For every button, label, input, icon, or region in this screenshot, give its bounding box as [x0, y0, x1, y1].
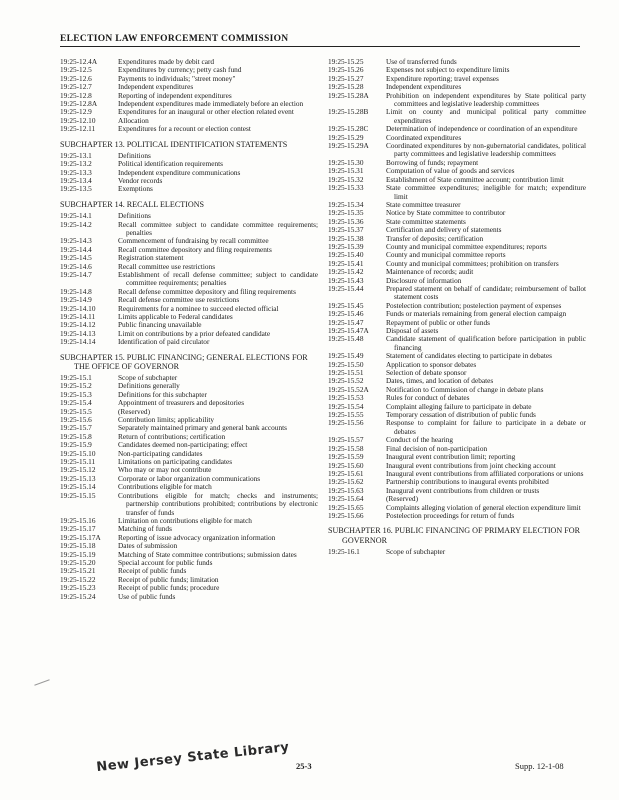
- section-title: Return of contributions; certification: [118, 431, 226, 441]
- section-title: Expenditures by currency; petty cash fund: [118, 65, 242, 75]
- toc-entry: [328, 142, 586, 159]
- section-title: Candidate statement of qualification before participation in public financing: [386, 334, 586, 352]
- section-title: Expenditure reporting; travel expenses: [386, 73, 499, 83]
- section-title: Postelection proceedings for return of funds: [386, 510, 515, 520]
- section-number: 19:25-15.6: [60, 415, 92, 425]
- left-column: [60, 58, 318, 601]
- section-title: Non-participating candidates: [118, 448, 203, 458]
- section-title: Receipt of public funds; procedure: [118, 583, 220, 593]
- section-number: 19:25-15.26: [328, 65, 364, 75]
- section-number: 19:25-15.49: [328, 351, 364, 361]
- toc-entry: [60, 338, 318, 346]
- section-title: Contributions eligible for match: [118, 482, 212, 492]
- section-number: 19:25-15.5: [60, 406, 92, 416]
- subchapter-heading: SUBCHAPTER 14. RECALL ELECTIONS: [60, 199, 205, 209]
- section-number: 19:25-15.28A: [328, 90, 369, 100]
- section-number: 19:25-15.55: [328, 410, 364, 420]
- section-number: 19:25-15.65: [328, 502, 364, 512]
- section-number: 19:25-13.5: [60, 184, 92, 194]
- section-number: 19:25-15.28: [328, 82, 364, 92]
- section-title: Temporary cessation of distribution of public funds: [386, 410, 536, 420]
- section-number: 19:25-14.9: [60, 295, 92, 305]
- section-title: Vendor records: [118, 176, 163, 186]
- section-title: (Reserved): [118, 406, 151, 416]
- section-number: 19:25-15.8: [60, 431, 92, 441]
- section-title: Matching of funds: [118, 524, 172, 534]
- section-title: Scope of subchapter: [118, 373, 178, 382]
- toc-entry: [60, 517, 318, 525]
- section-number: 19:25-14.4: [60, 244, 92, 254]
- section-number: 19:25-15.29A: [328, 141, 369, 151]
- section-title: Application to sponsor debates: [386, 359, 477, 369]
- section-number: 19:25-15.59: [328, 452, 364, 462]
- section-number: 19:25-15.17: [60, 524, 96, 534]
- toc-entry: [60, 185, 318, 193]
- section-number: 19:25-15.31: [328, 166, 364, 176]
- section-number: 19:25-15.16: [60, 515, 96, 525]
- section-number: 19:25-15.15: [60, 490, 96, 500]
- section-number: 19:25-13.4: [60, 176, 92, 186]
- section-title: Corporate or labor organization communications: [118, 473, 261, 483]
- section-number: 19:25-15.48: [328, 334, 364, 344]
- section-title: Establishment of State committee account; contribution limit: [386, 174, 564, 184]
- section-number: 19:25-15.13: [60, 473, 96, 483]
- section-number: 19:25-15.21: [60, 566, 96, 576]
- section-title: Definitions: [118, 150, 151, 160]
- toc-entry: [328, 419, 586, 436]
- section-title: Recall defense committee depository and filing requirements: [118, 286, 296, 296]
- section-title: (Reserved): [386, 494, 419, 504]
- section-number: 19:25-15.62: [328, 477, 364, 487]
- section-number: 19:25-15.66: [328, 510, 364, 520]
- section-number: 19:25-15.54: [328, 401, 364, 411]
- section-number: 19:25-15.27: [328, 73, 364, 83]
- section-title: Inaugural event contribution limit; reporting: [386, 452, 516, 462]
- section-title: Funds or materials remaining from general election campaign: [386, 309, 567, 319]
- section-number: 19:25-16.1: [328, 546, 360, 556]
- section-number: 19:25-12.8: [60, 90, 92, 100]
- section-title: Statement of candidates electing to participate in debates: [386, 351, 552, 361]
- section-title: Appointment of treasurers and depositories: [118, 398, 245, 408]
- section-number: 19:25-15.19: [60, 549, 96, 559]
- section-number: 19:25-15.22: [60, 574, 96, 584]
- toc-entry: [60, 593, 318, 601]
- section-number: 19:25-15.3: [60, 389, 92, 399]
- section-number: 19:25-15.2: [60, 381, 92, 391]
- section-number: 19:25-15.61: [328, 468, 364, 478]
- section-title: Receipt of public funds; limitation: [118, 574, 219, 584]
- section-title: Reporting of issue advocacy organization information: [118, 532, 276, 542]
- section-title: Notification to Commission of change in debate plans: [386, 384, 544, 394]
- section-title: Repayment of public or other funds: [386, 317, 490, 327]
- section-number: 19:25-13.1: [60, 150, 92, 160]
- section-title: Use of public funds: [118, 591, 176, 601]
- section-number: 19:25-15.23: [60, 583, 96, 593]
- toc-entry: [60, 108, 318, 116]
- subchapter-heading: SUBCHAPTER 13. POLITICAL IDENTIFICATION STATEMENTS: [60, 139, 288, 149]
- section-title: Complaints alleging violation of general election expenditure limit: [386, 502, 581, 512]
- toc-entry: [60, 169, 318, 177]
- section-number: 19:25-15.7: [60, 423, 92, 433]
- section-number: 19:25-15.35: [328, 208, 364, 218]
- section-title: Political identification requirements: [118, 159, 223, 169]
- section-number: 19:25-14.1: [60, 211, 92, 221]
- section-number: 19:25-14.6: [60, 261, 92, 271]
- section-number: 19:25-13.3: [60, 167, 92, 177]
- toc-entry: [60, 374, 318, 382]
- section-number: 19:25-15.44: [328, 283, 364, 293]
- section-title: Scope of subchapter: [386, 546, 446, 556]
- section-title: Certification and delivery of statements: [386, 225, 502, 235]
- section-number: 19:25-14.8: [60, 286, 92, 296]
- section-number: 19:25-15.32: [328, 174, 364, 184]
- section-title: County and municipal committee expenditures; reports: [386, 241, 547, 251]
- page-title: ELECTION LAW ENFORCEMENT COMMISSION: [60, 34, 580, 47]
- toc-entry: [328, 92, 586, 109]
- section-number: 19:25-15.50: [328, 359, 364, 369]
- toc-entry: [60, 177, 318, 185]
- toc-entry: [328, 108, 586, 125]
- section-title: Recall committee use restrictions: [118, 261, 216, 271]
- section-number: 19:25-12.10: [60, 115, 96, 125]
- section-title: Independent expenditure communications: [118, 167, 241, 177]
- library-stamp: New Jersey State Library: [95, 739, 291, 776]
- section-number: 19:25-15.63: [328, 485, 364, 495]
- section-number: 19:25-15.57: [328, 435, 364, 445]
- section-title: Expenditures made by debit card: [118, 57, 215, 66]
- toc-entry: [328, 548, 586, 556]
- section-title: Prohibition on independent expenditures by State political party committees and legislative leadership committees: [386, 90, 586, 109]
- section-title: Determination of independence or coordination of an expenditure: [386, 124, 578, 134]
- section-number: 19:25-12.7: [60, 82, 92, 92]
- section-number: 19:25-14.14: [60, 337, 96, 347]
- section-title: Borrowing of funds; repayment: [386, 157, 479, 167]
- section-title: Public financing unavailable: [118, 320, 202, 330]
- section-title: Complaint alleging failure to participate in debate: [386, 401, 532, 411]
- section-number: 19:25-15.46: [328, 309, 364, 319]
- section-title: Allocation: [118, 115, 149, 125]
- section-title: Limits applicable to Federal candidates: [118, 311, 233, 321]
- toc-entry: [328, 335, 586, 352]
- section-title: Limitation on contributions eligible for match: [118, 515, 252, 525]
- section-number: 19:25-15.29: [328, 132, 364, 142]
- toc-entry: [60, 246, 318, 254]
- section-number: 19:25-15.36: [328, 216, 364, 226]
- section-title: Receipt of public funds: [118, 566, 187, 576]
- section-number: 19:25-15.41: [328, 258, 364, 268]
- section-title: Disclosure of information: [386, 275, 462, 285]
- section-number: 19:25-12.8A: [60, 99, 98, 109]
- section-title: Notice by State committee to contributor: [386, 208, 506, 218]
- section-title: Commencement of fundraising by recall committee: [118, 236, 269, 246]
- section-number: 19:25-15.14: [60, 482, 96, 492]
- section-number: 19:25-15.51: [328, 368, 364, 378]
- section-title: County and municipal committee reports: [386, 250, 506, 260]
- margin-mark: [34, 679, 49, 685]
- section-title: Selection of debate sponsor: [386, 368, 467, 378]
- section-number: 19:25-15.42: [328, 267, 364, 277]
- section-title: Recall committee depository and filing requirements: [118, 244, 272, 254]
- section-title: Rules for conduct of debates: [386, 393, 470, 403]
- section-title: Maintenance of records; audit: [386, 267, 474, 277]
- toc-entry: [60, 492, 318, 517]
- section-number: 19:25-15.52: [328, 376, 364, 386]
- section-title: Contributions eligible for match; checks and instruments; partnership contributions prohibited; contributions by electronic transfer of funds: [118, 490, 318, 517]
- section-title: Registration statement: [118, 253, 184, 263]
- supplement-date: Supp. 12-1-08: [515, 761, 564, 771]
- section-title: Transfer of deposits; certification: [386, 233, 484, 243]
- section-number: 19:25-15.53: [328, 393, 364, 403]
- section-title: Definitions generally: [118, 381, 180, 391]
- section-number: 19:25-15.37: [328, 225, 364, 235]
- section-title: Who may or may not contribute: [118, 465, 212, 475]
- section-title: Definitions for this subchapter: [118, 389, 207, 399]
- section-title: Disposal of assets: [386, 326, 439, 335]
- section-title: Inaugural event contributions from affiliated corporations or unions: [386, 468, 584, 478]
- section-number: 19:25-13.2: [60, 159, 92, 169]
- toc-entry: [60, 534, 318, 542]
- section-title: Separately maintained primary and general bank accounts: [118, 423, 287, 433]
- section-title: County and municipal committees; prohibition on transfers: [386, 258, 559, 268]
- subchapter-heading: SUBCHAPTER 16. PUBLIC FINANCING OF PRIMARY ELECTION FOR GOVERNOR: [328, 526, 580, 545]
- section-title: Dates, times, and location of debates: [386, 376, 494, 386]
- section-number: 19:25-15.25: [328, 57, 364, 66]
- section-title: State committee expenditures; ineligible for match; expenditure limit: [386, 183, 586, 201]
- section-title: Recall defense committee use restrictions: [118, 295, 240, 305]
- section-number: 19:25-15.60: [328, 460, 364, 470]
- section-number: 19:25-12.4A: [60, 57, 98, 66]
- section-number: 19:25-15.20: [60, 557, 96, 567]
- section-title: Expenses not subject to expenditure limits: [386, 65, 510, 75]
- toc-entry: [60, 559, 318, 567]
- toc-entry: [328, 487, 586, 495]
- section-title: Inaugural event contributions from children or trusts: [386, 485, 540, 495]
- section-number: 19:25-14.13: [60, 328, 96, 338]
- section-number: 19:25-15.12: [60, 465, 96, 475]
- section-title: Payments to individuals; "street money": [118, 73, 236, 83]
- section-number: 19:25-14.7: [60, 269, 92, 279]
- toc-entry: [328, 512, 586, 520]
- section-title: Partnership contributions to inaugural events prohibited: [386, 477, 549, 487]
- section-title: Definitions: [118, 211, 151, 221]
- section-number: 19:25-15.28C: [328, 124, 369, 134]
- toc-entry: [60, 125, 318, 133]
- section-title: Contribution limits; applicability: [118, 415, 215, 425]
- section-title: Independent expenditures: [118, 82, 194, 92]
- section-number: 19:25-15.64: [328, 494, 364, 504]
- section-number: 19:25-15.4: [60, 398, 92, 408]
- section-title: Limitations on participating candidates: [118, 457, 233, 467]
- section-title: State committee statements: [386, 216, 466, 226]
- section-title: Use of transferred funds: [386, 57, 457, 66]
- section-number: 19:25-15.43: [328, 275, 364, 285]
- section-number: 19:25-15.34: [328, 199, 364, 209]
- section-number: 19:25-15.33: [328, 183, 364, 193]
- section-number: 19:25-12.9: [60, 107, 92, 117]
- section-title: Computation of value of goods and services: [386, 166, 515, 176]
- section-title: Identification of paid circulator: [118, 337, 210, 347]
- toc-entry: [60, 399, 318, 407]
- section-number: 19:25-12.5: [60, 65, 92, 75]
- section-number: 19:25-15.9: [60, 440, 92, 450]
- section-number: 19:25-15.47: [328, 317, 364, 327]
- section-title: Conduct of the hearing: [386, 435, 454, 445]
- section-title: Recall committee subject to candidate committee requirements; penalties: [118, 219, 318, 237]
- section-title: Independent expenditures: [386, 82, 462, 92]
- section-number: 19:25-15.18: [60, 541, 96, 551]
- section-title: Dates of submission: [118, 541, 178, 551]
- section-number: 19:25-15.39: [328, 241, 364, 251]
- section-title: Requirements for a nominee to succeed elected official: [118, 303, 279, 313]
- section-number: 19:25-14.12: [60, 320, 96, 330]
- section-number: 19:25-14.11: [60, 311, 96, 321]
- toc-entry: [328, 184, 586, 201]
- section-title: Response to complaint for failure to participate in a debate or debates: [386, 418, 586, 436]
- section-number: 19:25-15.45: [328, 300, 364, 310]
- section-title: Coordinated expenditures: [386, 132, 462, 142]
- section-title: Expenditures for an inaugural or other election related event: [118, 107, 294, 117]
- section-number: 19:25-14.2: [60, 219, 92, 229]
- section-number: 19:25-14.10: [60, 303, 96, 313]
- section-number: 19:25-14.3: [60, 236, 92, 246]
- section-number: 19:25-14.5: [60, 253, 92, 263]
- section-number: 19:25-15.58: [328, 443, 364, 453]
- section-title: Limit on contributions by a prior defeated candidate: [118, 328, 271, 338]
- subchapter-heading: SUBCHAPTER 15. PUBLIC FINANCING; GENERAL ELECTIONS FOR THE OFFICE OF GOVERNOR: [60, 352, 308, 371]
- section-title: Expenditures for a recount or election contest: [118, 124, 251, 134]
- section-number: 19:25-15.1: [60, 373, 92, 382]
- section-number: 19:25-12.11: [60, 124, 96, 134]
- section-number: 19:25-15.52A: [328, 384, 369, 394]
- section-title: Independent expenditures made immediately before an election: [118, 99, 304, 109]
- section-title: Candidates deemed non-participating; effect: [118, 440, 248, 450]
- section-title: Inaugural event contributions from joint checking account: [386, 460, 556, 470]
- toc-entry: [60, 271, 318, 288]
- section-number: 19:25-15.30: [328, 157, 364, 167]
- section-title: Postelection contribution; postelection payment of expenses: [386, 300, 562, 310]
- section-number: 19:25-15.10: [60, 448, 96, 458]
- section-title: Final decision of non-participation: [386, 443, 488, 453]
- section-title: Special account for public funds: [118, 557, 213, 567]
- section-number: 19:25-15.47A: [328, 326, 369, 335]
- section-title: Prepared statement on behalf of candidate; reimbursement of ballot statement costs: [386, 283, 586, 302]
- toc-entry: [328, 285, 586, 302]
- section-number: 19:25-12.6: [60, 73, 92, 83]
- section-number: 19:25-15.56: [328, 418, 364, 428]
- section-title: Establishment of recall defense committee; subject to candidate committee requirements; penalties: [118, 269, 318, 288]
- section-number: 19:25-15.28B: [328, 107, 369, 117]
- toc-entry: [60, 221, 318, 238]
- toc-entry: [60, 584, 318, 592]
- right-column: [328, 58, 586, 556]
- section-title: Exemptions: [118, 184, 153, 194]
- section-title: State committee treasurer: [386, 199, 461, 209]
- section-number: 19:25-15.38: [328, 233, 364, 243]
- section-number: 19:25-15.17A: [60, 532, 101, 542]
- section-title: Coordinated expenditures by non-gubernatorial candidates, political party committees and legislative leadership committees: [386, 141, 586, 159]
- section-number: 19:25-15.11: [60, 457, 96, 467]
- section-number: 19:25-15.24: [60, 591, 96, 601]
- section-title: Matching of State committee contributions; submission dates: [118, 549, 297, 559]
- section-title: Reporting of independent expenditures: [118, 90, 232, 100]
- section-number: 19:25-15.40: [328, 250, 364, 260]
- page-number: 25-3: [296, 761, 312, 771]
- section-title: Limit on county and municipal political party committee expenditures: [386, 107, 586, 125]
